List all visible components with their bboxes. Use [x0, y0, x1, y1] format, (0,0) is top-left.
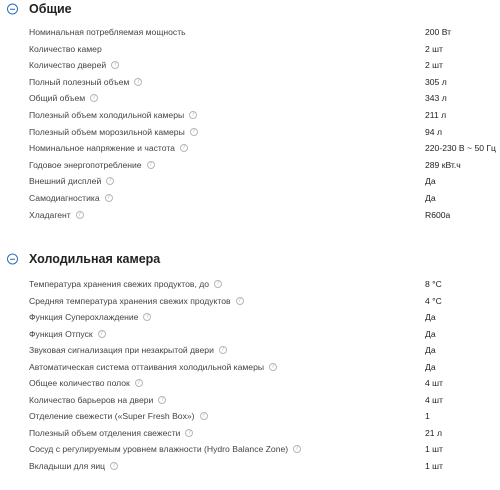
- spec-label-text: Сосуд с регулируемым уровнем влажности (Hydro Balance Zone): [29, 444, 289, 454]
- spec-label: [29, 41, 102, 57]
- spec-label-text: Количество барьеров на двери: [29, 394, 154, 405]
- spec-label: [29, 408, 208, 424]
- info-icon[interactable]: [180, 144, 188, 152]
- collapse-minus-icon[interactable]: [7, 254, 18, 265]
- spec-value: 21 л: [425, 427, 442, 438]
- spec-row: [0, 293, 500, 309]
- spec-value: R600a: [425, 209, 451, 220]
- spec-row: [0, 190, 500, 206]
- spec-label-text: Самодиагностика: [29, 193, 100, 203]
- spec-row: [0, 57, 500, 73]
- info-icon[interactable]: [293, 445, 301, 453]
- spec-label-text: Внешний дисплей: [29, 176, 102, 187]
- spec-label: [29, 375, 143, 391]
- spec-label-text: Полезный объем холодильной камеры: [29, 110, 185, 120]
- info-icon[interactable]: [134, 78, 142, 86]
- spec-value: Да: [425, 345, 436, 355]
- spec-label-text: Хладагент: [29, 209, 71, 220]
- spec-label-text: Полезный объем морозильной камеры: [29, 126, 185, 137]
- spec-label: [29, 157, 155, 173]
- spec-label-text: Количество дверей: [29, 60, 107, 71]
- spec-label-text: Температура хранения свежих продуктов, до: [29, 279, 210, 289]
- spec-row: [0, 375, 500, 391]
- spec-label: [29, 173, 114, 189]
- spec-row: [0, 157, 500, 173]
- spec-value: 8 °С: [425, 279, 442, 289]
- spec-label-text: Номинальное напряжение и частота: [29, 143, 175, 154]
- spec-value: 200 Вт: [425, 27, 452, 37]
- info-icon[interactable]: [158, 396, 166, 404]
- spec-value: 4 °С: [425, 295, 442, 306]
- info-icon[interactable]: [190, 128, 198, 136]
- info-icon[interactable]: [200, 412, 208, 420]
- spec-row: [0, 276, 500, 292]
- info-icon[interactable]: [135, 379, 143, 387]
- spec-value: 4 шт: [425, 394, 443, 405]
- spec-label-text: Автоматическая система оттаивания холодильной камеры: [29, 361, 265, 372]
- collapse-minus-icon[interactable]: [7, 4, 18, 15]
- spec-label-text: Полезный объем отделения свежести: [29, 427, 181, 438]
- spec-value: 343 л: [425, 93, 447, 104]
- spec-label: [29, 309, 151, 325]
- spec-label-text: Вкладыши для яиц: [29, 460, 106, 471]
- spec-value: 94 л: [425, 126, 442, 137]
- spec-value: 305 л: [425, 76, 447, 87]
- section-header[interactable]: [0, 250, 500, 268]
- spec-value: 4 шт: [425, 378, 443, 388]
- spec-row: [0, 24, 500, 40]
- spec-row: [0, 140, 500, 156]
- spec-row: [0, 90, 500, 106]
- spec-label: [29, 57, 119, 73]
- spec-value: 289 кВт.ч: [425, 159, 461, 170]
- spec-row: [0, 173, 500, 189]
- spec-row: [0, 107, 500, 123]
- spec-value: Да: [425, 193, 436, 203]
- spec-row: [0, 458, 500, 474]
- spec-label-text: Звуковая сигнализация при незакрытой двери: [29, 345, 214, 355]
- info-icon[interactable]: [219, 346, 227, 354]
- spec-label: [29, 458, 118, 474]
- section-title: Холодильная камера: [29, 252, 161, 266]
- info-icon[interactable]: [111, 61, 119, 69]
- spec-value: Да: [425, 361, 436, 372]
- spec-label: [29, 124, 198, 140]
- info-icon[interactable]: [214, 280, 222, 288]
- info-icon[interactable]: [76, 211, 84, 219]
- info-icon[interactable]: [90, 94, 98, 102]
- spec-label: [29, 441, 301, 457]
- spec-label: [29, 140, 188, 156]
- spec-label-text: Полный полезный объем: [29, 76, 130, 87]
- spec-value: Да: [425, 312, 436, 322]
- spec-value: 1 шт: [425, 444, 443, 454]
- spec-value: 2 шт: [425, 43, 443, 54]
- info-icon[interactable]: [105, 194, 113, 202]
- info-icon[interactable]: [189, 111, 197, 119]
- spec-row: [0, 425, 500, 441]
- info-icon[interactable]: [143, 313, 151, 321]
- spec-label: [29, 107, 197, 123]
- info-icon[interactable]: [110, 462, 118, 470]
- spec-label: [29, 24, 186, 40]
- info-icon[interactable]: [185, 429, 193, 437]
- spec-label: [29, 190, 113, 206]
- spec-label: [29, 74, 142, 90]
- spec-label: [29, 392, 166, 408]
- spec-label-text: Общее количество полок: [29, 378, 130, 388]
- spec-row: [0, 74, 500, 90]
- info-icon[interactable]: [269, 363, 277, 371]
- info-icon[interactable]: [106, 177, 114, 185]
- spec-label-text: Номинальная потребляемая мощность: [29, 27, 186, 37]
- spec-row: [0, 207, 500, 223]
- spec-label-text: Отделение свежести («Super Fresh Box»): [29, 411, 195, 421]
- section-header[interactable]: [0, 0, 500, 18]
- spec-row: [0, 41, 500, 57]
- spec-row: [0, 441, 500, 457]
- spec-label: [29, 342, 227, 358]
- spec-row: [0, 392, 500, 408]
- spec-value: Да: [425, 176, 436, 187]
- spec-value: 1: [425, 411, 430, 421]
- spec-row: [0, 326, 500, 342]
- spec-row: [0, 124, 500, 140]
- info-icon[interactable]: [236, 297, 244, 305]
- spec-label-text: Средняя температура хранения свежих продуктов: [29, 295, 231, 306]
- spec-label: [29, 425, 193, 441]
- info-icon[interactable]: [98, 330, 106, 338]
- spec-label: [29, 326, 106, 342]
- info-icon[interactable]: [147, 161, 155, 169]
- spec-value: Да: [425, 328, 436, 339]
- spec-label: [29, 359, 277, 375]
- spec-label-text: Количество камер: [29, 43, 102, 54]
- spec-row: [0, 359, 500, 375]
- spec-label-text: Годовое энергопотребление: [29, 159, 142, 170]
- spec-row: [0, 309, 500, 325]
- spec-label: [29, 293, 244, 309]
- spec-row: [0, 342, 500, 358]
- spec-value: 1 шт: [425, 460, 443, 471]
- spec-label-text: Общий объем: [29, 93, 86, 104]
- spec-label: [29, 207, 84, 223]
- section-title: Общие: [29, 2, 72, 16]
- spec-value: 211 л: [425, 110, 447, 120]
- spec-label-text: Функция Суперохлаждение: [29, 312, 139, 322]
- spec-label-text: Функция Отпуск: [29, 328, 93, 339]
- spec-value: 2 шт: [425, 60, 443, 71]
- spec-label: [29, 90, 98, 106]
- spec-label: [29, 276, 222, 292]
- spec-value: 220-230 В ~ 50 Гц: [425, 143, 496, 154]
- spec-row: [0, 408, 500, 424]
